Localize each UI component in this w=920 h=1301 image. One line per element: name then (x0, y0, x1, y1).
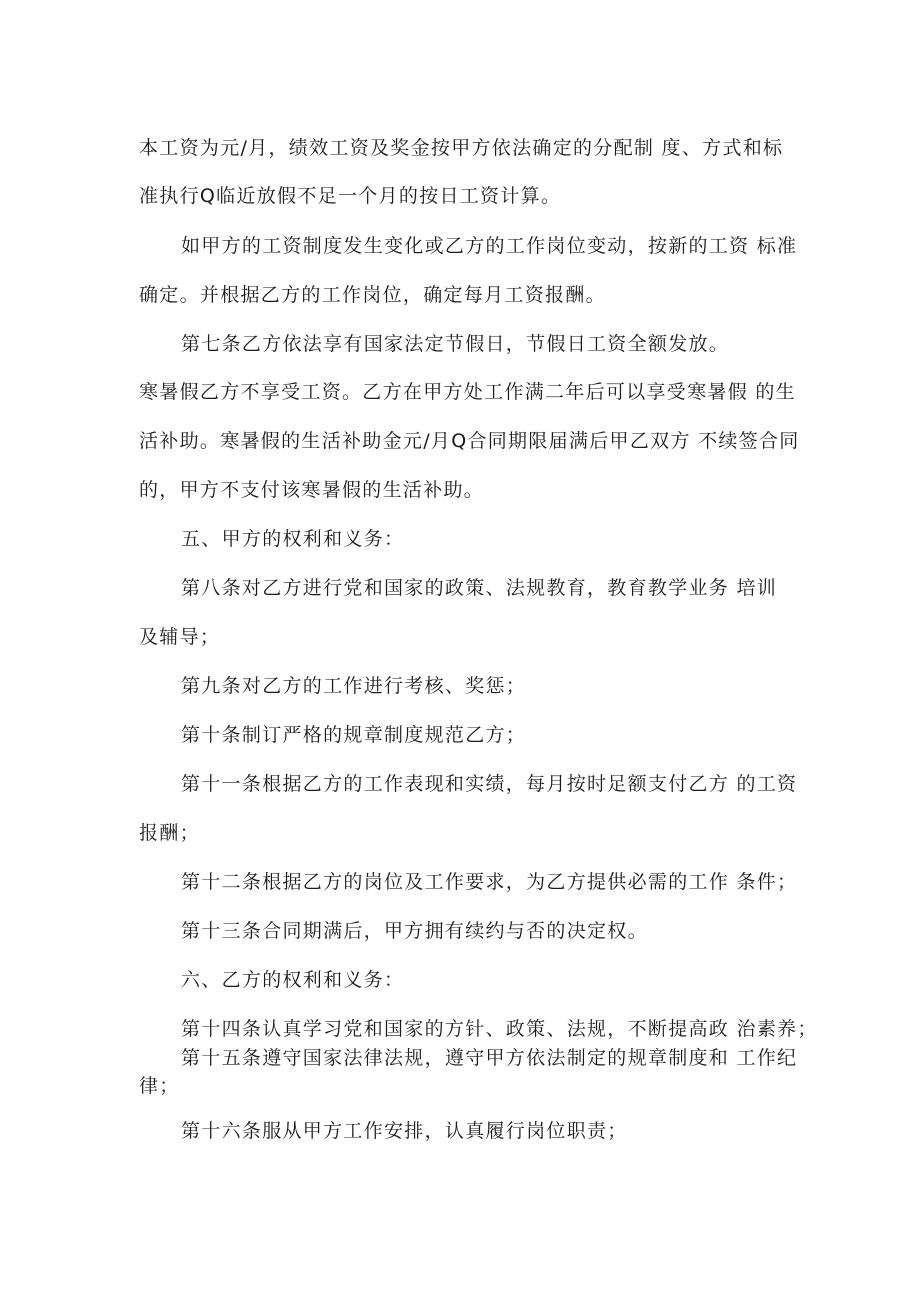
text-line: 第十二条根据乙方的岗位及工作要求，为乙方提供必需的工作 条件； (181, 871, 798, 893)
text-line: 第十五条遵守国家法律法规，遵守甲方依法制定的规章制度和 工作纪 (181, 1047, 798, 1069)
text-line: 本工资为元/月，绩效工资及奖金按甲方依法确定的分配制 度、方式和标 (139, 137, 784, 159)
text-line: 第十六条服从甲方工作安排，认真履行岗位职责； (181, 1120, 628, 1142)
text-line: 律； (139, 1075, 180, 1097)
text-line: 寒暑假乙方不享受工资。乙方在甲方处工作满二年后可以享受寒暑假 的生 (139, 381, 796, 403)
text-line: 第十四条认真学习党和国家的方针、政策、法规，不断提高政 治素养； (181, 1018, 818, 1040)
text-line: 第八条对乙方进行党和国家的政策、法规教育，教育教学业务 培训 (181, 577, 778, 599)
text-line: 第十三条合同期满后，甲方拥有续约与否的决定权。 (181, 920, 648, 942)
text-line: 第十条制订严格的规章制度规范乙方； (181, 724, 527, 746)
text-line: 第七条乙方依法享有国家法定节假日，节假日工资全额发放。 (181, 333, 730, 355)
text-line: 及辅导； (139, 626, 221, 648)
text-line: 如甲方的工资制度发生变化或乙方的工作岗位变动，按新的工资 标准 (181, 235, 798, 257)
text-line: 第九条对乙方的工作进行考核、奖惩； (181, 675, 527, 697)
text-line: 准执行Q临近放假不足一个月的按日工资计算。 (139, 185, 562, 207)
text-line: 活补助。寒暑假的生活补助金元/月Q合同期限届满后甲乙双方 不续签合同 (139, 430, 800, 452)
section-heading: 六、乙方的权利和义务： (181, 969, 405, 991)
text-line: 的，甲方不支付该寒暑假的生活补助。 (139, 479, 485, 501)
text-line: 第十一条根据乙方的工作表现和实绩，每月按时足额支付乙方 的工资 (181, 773, 798, 795)
section-heading: 五、甲方的权利和义务： (181, 528, 405, 550)
text-line: 确定。并根据乙方的工作岗位，确定每月工资报酬。 (139, 284, 606, 306)
text-line: 报酬； (139, 822, 200, 844)
